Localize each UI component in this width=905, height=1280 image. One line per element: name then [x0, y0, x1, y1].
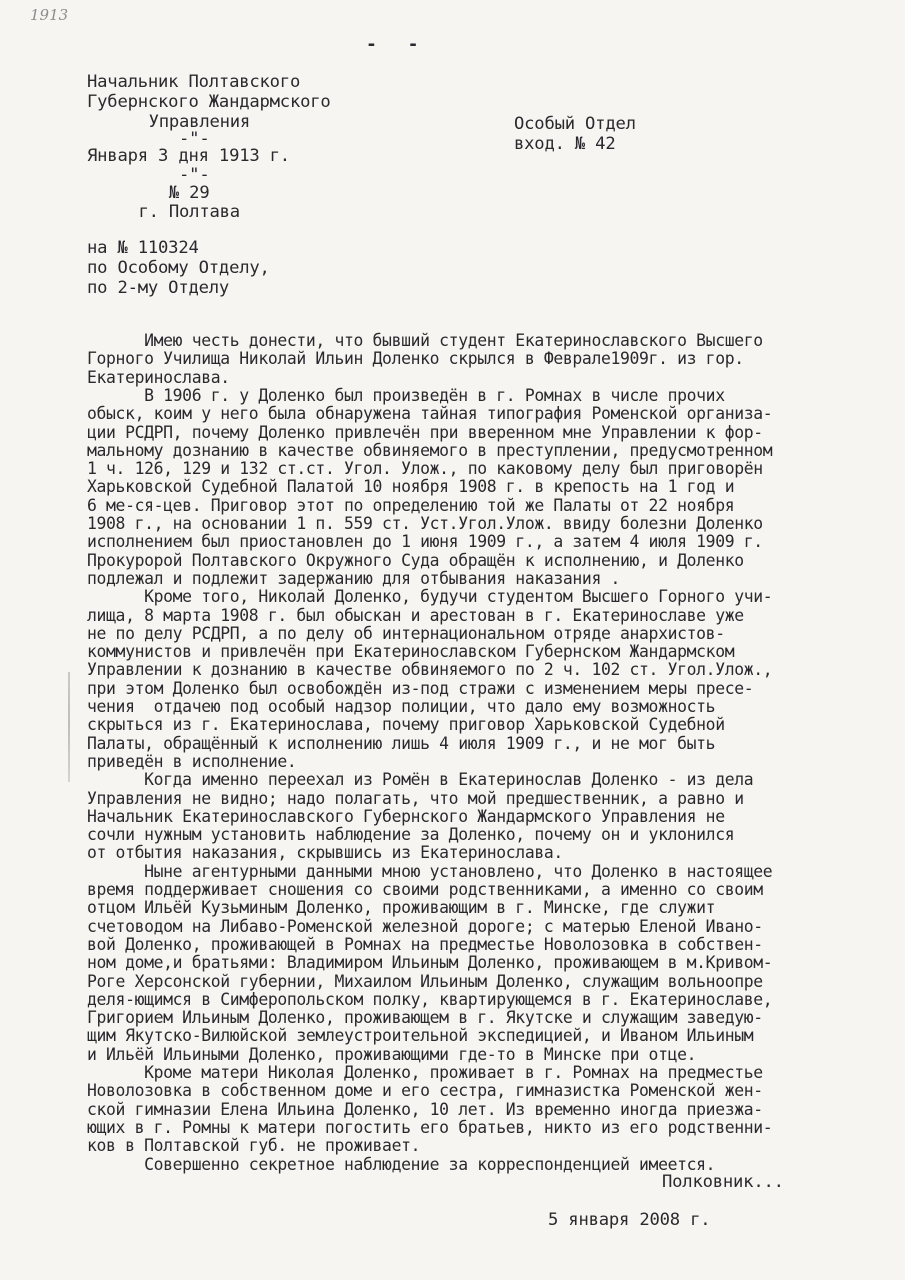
footer-date: 5 января 2008 г. — [548, 1210, 711, 1230]
body-line: мальному дознанию в качестве обвиняемого в преступлении, предусмотренном — [87, 440, 773, 460]
body-line: Палаты, обращённый к исполнению лишь 4 июля 1909 г., и не мог быть — [87, 733, 716, 753]
body-line: деля-ющимся в Симферопольском полку, квартирующемся в г. Екатеринославе, — [87, 989, 773, 1009]
body-line: счетоводом на Либаво-Роменской железной дороге; с матерью Еленой Ивано- — [87, 916, 763, 936]
signature: Полковник... — [662, 1172, 784, 1192]
body-line: Когда именно переехал из Ромён в Екатеринослав Доленко - из дела — [87, 770, 754, 790]
body-line: время поддерживает сношения со своими родственниками, а именно со своим — [87, 880, 763, 899]
body-line: щим Якутско-Вилюйской землеустроительной экспедицией, и Иваном Ильиным — [87, 1026, 754, 1046]
body-line: В 1906 г. у Доленко был произведён в г. Ромнах в числе прочих — [87, 385, 725, 405]
body-line: Григорием Ильиным Доленко, проживающем в г. Якутске и служащим заведую- — [87, 1008, 763, 1028]
body-line: не по делу РСДРП, а по делу об интернациональном отряде анархистов- — [87, 623, 725, 643]
body-line: исполнением был приостановлен до 1 июня 1909 г., а затем 4 июля 1909 г. — [87, 532, 763, 552]
body-line: 6 ме-ся-цев. Приговор этот по определению той же Палаты от 22 ноября — [87, 495, 735, 515]
body-line: ном доме,и братьями: Владимиром Ильиным Доленко, проживающем в м.Кривом- — [87, 953, 773, 973]
body-line: Имею честь донести, что бывший студент Екатеринославского Высшего — [87, 331, 763, 350]
body-line: вой Доленко, проживающей в Ромнах на предместье Новолозовка в собствен- — [87, 934, 763, 954]
body-line: Кроме матери Николая Доленко, проживает в г. Ромнах на предместье — [87, 1063, 763, 1082]
body-line: Управлении к дознанию в качестве обвиняемого по 2 ч. 102 ст. Угол.Улож., — [87, 660, 773, 680]
body-line: Совершенно секретное наблюдение за корреспонденцией имеется. — [87, 1154, 716, 1174]
sender-line: -"- — [108, 165, 210, 185]
body-line: 1908 г., на основании 1 п. 559 ст. Уст.Угол.Улож. ввиду болезни Доленко — [87, 514, 763, 533]
body-line: Начальник Екатеринославского Губернского Жандармского Управления не — [87, 806, 725, 826]
body-line: и Ильёй Ильиными Доленко, проживающими где-то в Минске при отце. — [87, 1044, 697, 1064]
body-line: скрыться из г. Екатеринослава, почему приговор Харьковской Судебной — [87, 715, 725, 735]
reference-line: по 2-му Отделу — [87, 278, 230, 298]
body-line: Екатеринослава. — [87, 367, 230, 387]
sender-line: -"- — [108, 129, 210, 149]
body-line: Горного Училища Николай Ильин Доленко скрылся в Феврале1909г. из гор. — [87, 349, 744, 369]
body-line: Прокуророй Полтавского Окружного Суда обращён к исполнению, и Доленко — [87, 550, 744, 570]
reference-line: по Особому Отделу, — [87, 258, 270, 278]
body-line: ской гимназии Елена Ильина Доленко, 10 лет. Из временно иногда приезжа- — [87, 1099, 763, 1119]
body-line: Роге Херсонской губернии, Михаилом Ильиным Доленко, служащим вольноопре — [87, 971, 763, 991]
outgoing-number: № 29 — [108, 183, 210, 203]
body-line: коммунистов и привлечён при Екатеринославском Губернском Жандармском — [87, 642, 735, 662]
pencil-annotation: 1913 — [30, 6, 69, 24]
body-line: отцом Ильёй Кузьминым Доленко, проживающим в г. Минске, где служит — [87, 898, 716, 918]
body-line: Кроме того, Николай Доленко, будучи студентом Высшего Горного учи- — [87, 587, 773, 607]
body-line: ков в Полтавской губ. не проживает. — [87, 1136, 421, 1156]
body-line: Харьковской Судебной Палатой 10 ноября 1908 г. в крепость на 1 год и — [87, 477, 735, 497]
margin-pencil-mark — [68, 672, 70, 782]
sender-city: г. Полтава — [108, 202, 240, 222]
header-dashes: - - — [366, 34, 429, 55]
body-line: лища, 8 марта 1908 г. был обыскан и арестован в г. Екатеринославе уже — [87, 605, 744, 625]
sender-line: Управления — [108, 112, 251, 132]
body-line: Ныне агентурными данными мною установлено, что Доленко в настоящее — [87, 861, 773, 881]
body-line: ции РСДРП, почему Доленко привлечён при вверенном мне Управлении к фор- — [87, 422, 763, 442]
body-line: от отбытия наказания, скрывшись из Екатеринослава. — [87, 843, 563, 863]
registration-number: вход. № 42 — [514, 134, 616, 154]
sender-date: Января 3 дня 1913 г. — [87, 146, 290, 166]
body-line: при этом Доленко был освобождён из-под стражи с изменением меры пресе- — [87, 678, 754, 698]
body-line: Управления не видно; надо полагать, что мой предшественник, а равно и — [87, 788, 744, 808]
body-line: Новолозовка в собственном доме и его сестра, гимназистка Роменской жен- — [87, 1081, 763, 1101]
body-line: подлежал и подлежит задержанию для отбывания наказания . — [87, 568, 621, 588]
body-line: приведён в исполнение. — [87, 751, 297, 771]
body-line: чения отдачею под особый надзор полиции, что дало ему возможность — [87, 697, 716, 716]
sender-line: Начальник Полтавского — [87, 72, 301, 92]
body-line: обыск, коим у него была обнаружена тайная типография Роменской организа- — [87, 404, 773, 424]
body-line: ющих в г. Ромны к матери погостить его братьев, никто из его родственни- — [87, 1117, 773, 1137]
sender-line: Губернского Жандармского — [87, 92, 331, 112]
body-line: 1 ч. 126, 129 и 132 ст.ст. Угол. Улож., по каковому делу был приговорён — [87, 459, 763, 479]
registration-department: Особый Отдел — [514, 114, 636, 134]
reference-line: на № 110324 — [87, 238, 199, 258]
body-line: сочли нужным установить наблюдение за Доленко, почему он и уклонился — [87, 825, 735, 845]
